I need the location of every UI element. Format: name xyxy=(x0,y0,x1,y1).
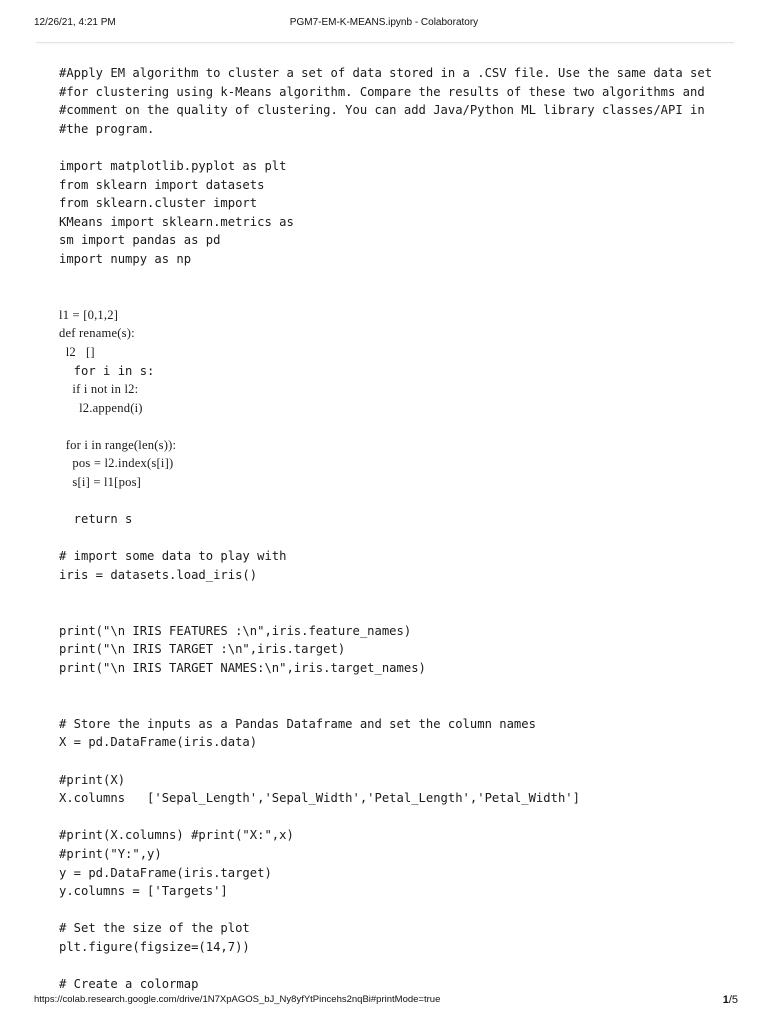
print-header xyxy=(0,17,768,33)
code-line: pos = l2.index(s[i]) xyxy=(59,456,174,471)
code-line xyxy=(59,138,739,157)
code-line: #the program. xyxy=(59,121,155,136)
code-line xyxy=(59,603,739,622)
print-datetime: 12/26/21, 4:21 PM xyxy=(34,17,116,28)
code-line xyxy=(59,287,739,306)
code-line: l2 [] xyxy=(59,344,95,359)
code-line: print("\n IRIS FEATURES :\n",iris.feature_names) xyxy=(59,623,412,638)
page-current: 1 xyxy=(722,994,729,1006)
code-line xyxy=(59,901,739,920)
code-line: #print("Y:",y) xyxy=(59,846,162,861)
code-line: #print(X.columns) #print("X:",x) xyxy=(59,828,294,843)
code-line: # Store the inputs as a Pandas Dataframe and set the column names xyxy=(59,716,536,731)
code-line: iris = datasets.load_iris() xyxy=(59,568,258,583)
cell-top-divider xyxy=(36,42,734,43)
code-line xyxy=(59,529,739,548)
code-line: #comment on the quality of clustering. You can add Java/Python ML library classes/API in xyxy=(59,103,705,118)
code-line: l2.append(i) xyxy=(59,400,143,415)
code-line xyxy=(59,417,739,436)
code-line: X = pd.DataFrame(iris.data) xyxy=(59,735,258,750)
page-number xyxy=(723,994,738,1006)
code-line: #for clustering using k-Means algorithm. Compare the results of these two algorithms and xyxy=(59,84,705,99)
code-line: #Apply EM algorithm to cluster a set of data stored in a .CSV file. Use the same data set xyxy=(59,66,713,80)
code-line: l1 = [0,1,2] xyxy=(59,307,119,322)
code-line xyxy=(59,752,739,771)
code-line xyxy=(59,269,739,288)
code-line: s[i] = l1[pos] xyxy=(59,475,142,490)
code-line: import numpy as np xyxy=(59,251,192,266)
code-cell xyxy=(59,64,739,994)
page-url: https://colab.research.google.com/drive/1N7XpAGOS_bJ_Ny8yfYtPincehs2nqBi#printMode=true xyxy=(34,994,441,1005)
code-line: print("\n IRIS TARGET :\n",iris.target) xyxy=(59,642,346,657)
code-line xyxy=(59,696,739,715)
code-line: import matplotlib.pyplot as plt xyxy=(59,158,287,173)
code-line: from sklearn import datasets xyxy=(59,177,265,192)
code-line xyxy=(59,585,739,604)
code-line: #print(X) xyxy=(59,772,126,787)
code-line: KMeans import sklearn.metrics as xyxy=(59,214,294,229)
code-line: y = pd.DataFrame(iris.target) xyxy=(59,865,272,880)
code-line: print("\n IRIS TARGET NAMES:\n",iris.target_names) xyxy=(59,661,426,675)
code-line: def rename(s): xyxy=(59,326,135,341)
code-line: if i not in l2: xyxy=(59,382,139,397)
code-line: # Set the size of the plot xyxy=(59,921,250,936)
code-line: plt.figure(figsize=(14,7)) xyxy=(59,939,250,954)
code-line xyxy=(59,957,739,976)
print-footer xyxy=(0,994,768,1010)
code-line: for i in range(len(s)): xyxy=(59,437,177,452)
code-line: # Create a colormap xyxy=(59,977,199,992)
code-line xyxy=(59,808,739,827)
code-line xyxy=(59,492,739,511)
page-total: /5 xyxy=(728,994,738,1006)
code-line: return s xyxy=(59,512,133,527)
code-line: # import some data to play with xyxy=(59,549,287,564)
code-line: sm import pandas as pd xyxy=(59,233,221,248)
document-title: PGM7-EM-K-MEANS.ipynb - Colaboratory xyxy=(289,17,479,28)
code-line: X.columns ['Sepal_Length','Sepal_Width','Petal_Length','Petal_Width'] xyxy=(59,791,580,806)
code-line: from sklearn.cluster import xyxy=(59,196,258,211)
code-line xyxy=(59,678,739,697)
code-line: for i in s: xyxy=(59,363,155,378)
code-line: y.columns = ['Targets'] xyxy=(59,884,228,899)
